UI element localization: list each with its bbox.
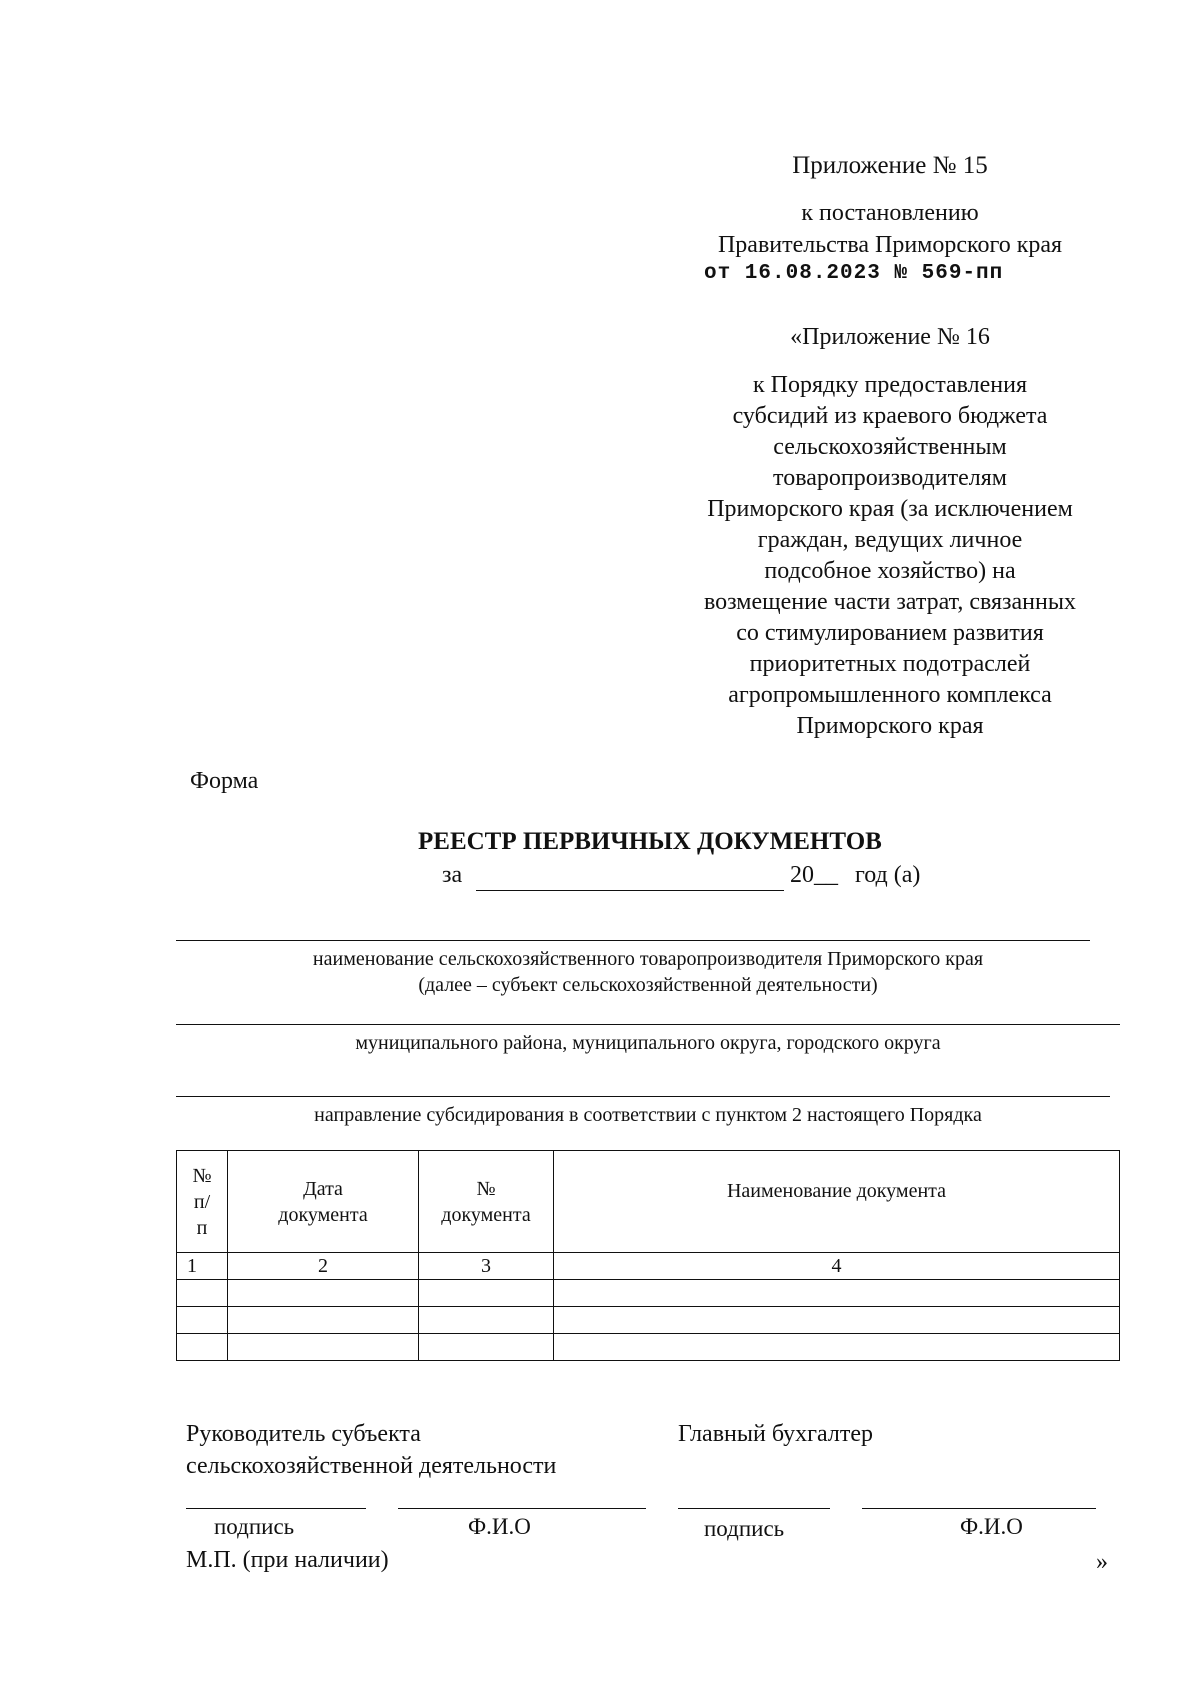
table-cell[interactable] [554, 1307, 1120, 1334]
table-cell[interactable] [554, 1280, 1120, 1307]
inner-line: товаропроизводителям [773, 465, 1007, 491]
accountant-title: Главный бухгалтер [678, 1421, 873, 1447]
inner-line: приоритетных подотраслей [749, 651, 1031, 677]
header-cell-doc-name [554, 1151, 1120, 1253]
producer-caption-1: наименование сельскохозяйственного товаропроизводителя Приморского края [312, 948, 984, 970]
inner-line: сельскохозяйственным [773, 434, 1007, 460]
table-cell[interactable] [177, 1280, 228, 1307]
head-signature-label: подпись [214, 1514, 295, 1539]
table-cell[interactable] [554, 1334, 1120, 1361]
numbering-cell: 2 [228, 1253, 419, 1280]
header-cell-doc-number [419, 1151, 554, 1253]
direction-caption: направление субсидирования в соответствии с пунктом 2 настоящего Порядка [314, 1104, 982, 1126]
direction-line [176, 1096, 1110, 1097]
head-fio-label: Ф.И.О [468, 1514, 531, 1539]
district-line [176, 1024, 1120, 1025]
header-to-resolution: к постановлению [801, 200, 979, 226]
table-cell[interactable] [228, 1334, 419, 1361]
table-row [177, 1307, 1120, 1334]
producer-name-line [176, 940, 1090, 941]
inner-line: подсобное хозяйство) на [764, 558, 1016, 584]
district-caption: муниципального района, муниципального округа, городского округа [355, 1032, 941, 1054]
document-title: РЕЕСТР ПЕРВИЧНЫХ ДОКУМЕНТОВ [418, 828, 882, 855]
inner-line: к Порядку предоставления [752, 372, 1027, 398]
header-cell-number [177, 1151, 228, 1253]
header-cell-date [228, 1151, 419, 1253]
table-cell[interactable] [419, 1307, 554, 1334]
form-label: Форма [190, 768, 259, 794]
inner-line: Приморского края [796, 713, 984, 739]
inner-line: агропромышленного комплекса [728, 682, 1052, 708]
table-cell[interactable] [177, 1334, 228, 1361]
inner-appendix-text [660, 370, 1120, 742]
accountant-signature-label: подпись [704, 1516, 785, 1541]
header-number-text: № п/ п [192, 1164, 212, 1239]
header-doc-name-text: Наименование документа [726, 1179, 947, 1202]
inner-line: со стимулированием развития [736, 620, 1044, 646]
inner-line: возмещение части затрат, связанных [704, 589, 1076, 615]
accountant-fio-line [862, 1508, 1096, 1509]
inner-line: Приморского края (за исключением [707, 496, 1073, 522]
accountant-fio-label: Ф.И.О [960, 1514, 1023, 1539]
table-cell[interactable] [177, 1307, 228, 1334]
closing-quote: » [1096, 1549, 1108, 1575]
table-row [177, 1280, 1120, 1307]
table-header-row [177, 1151, 1120, 1253]
table-cell[interactable] [419, 1280, 554, 1307]
inner-appendix: «Приложение № 16 [790, 324, 990, 350]
period-prefix: за [442, 862, 463, 888]
numbering-cell: 3 [419, 1253, 554, 1280]
period-blank-line [476, 890, 784, 891]
table-cell[interactable] [228, 1280, 419, 1307]
head-title-line2: сельскохозяйственной деятельности [186, 1453, 557, 1479]
table-cell[interactable] [419, 1334, 554, 1361]
period-year-suffix: год (а) [855, 862, 921, 888]
head-title-line1: Руководитель субъекта [186, 1421, 421, 1447]
numbering-cell: 4 [554, 1253, 1120, 1280]
head-fio-line [398, 1508, 646, 1509]
header-date-number: от 16.08.2023 № 569-пп [704, 262, 1004, 285]
header-appendix: Приложение № 15 [792, 152, 988, 179]
table-cell[interactable] [228, 1307, 419, 1334]
numbering-cell: 1 [177, 1253, 228, 1280]
header-government: Правительства Приморского края [717, 232, 1063, 258]
head-signature-line [186, 1508, 366, 1509]
register-table [176, 1150, 1120, 1361]
inner-line: субсидий из краевого бюджета [732, 403, 1048, 429]
period-year-prefix: 20__ [790, 862, 838, 888]
header-doc-number-text: № документа [441, 1177, 531, 1226]
inner-line: граждан, ведущих личное [757, 527, 1023, 553]
table-row [177, 1334, 1120, 1361]
stamp-label: М.П. (при наличии) [186, 1547, 389, 1573]
table-numbering-row [177, 1253, 1120, 1280]
header-date-text: Дата документа [278, 1177, 368, 1226]
accountant-signature-line [678, 1508, 830, 1509]
producer-caption-2: (далее – субъект сельскохозяйственной деятельности) [418, 974, 878, 996]
